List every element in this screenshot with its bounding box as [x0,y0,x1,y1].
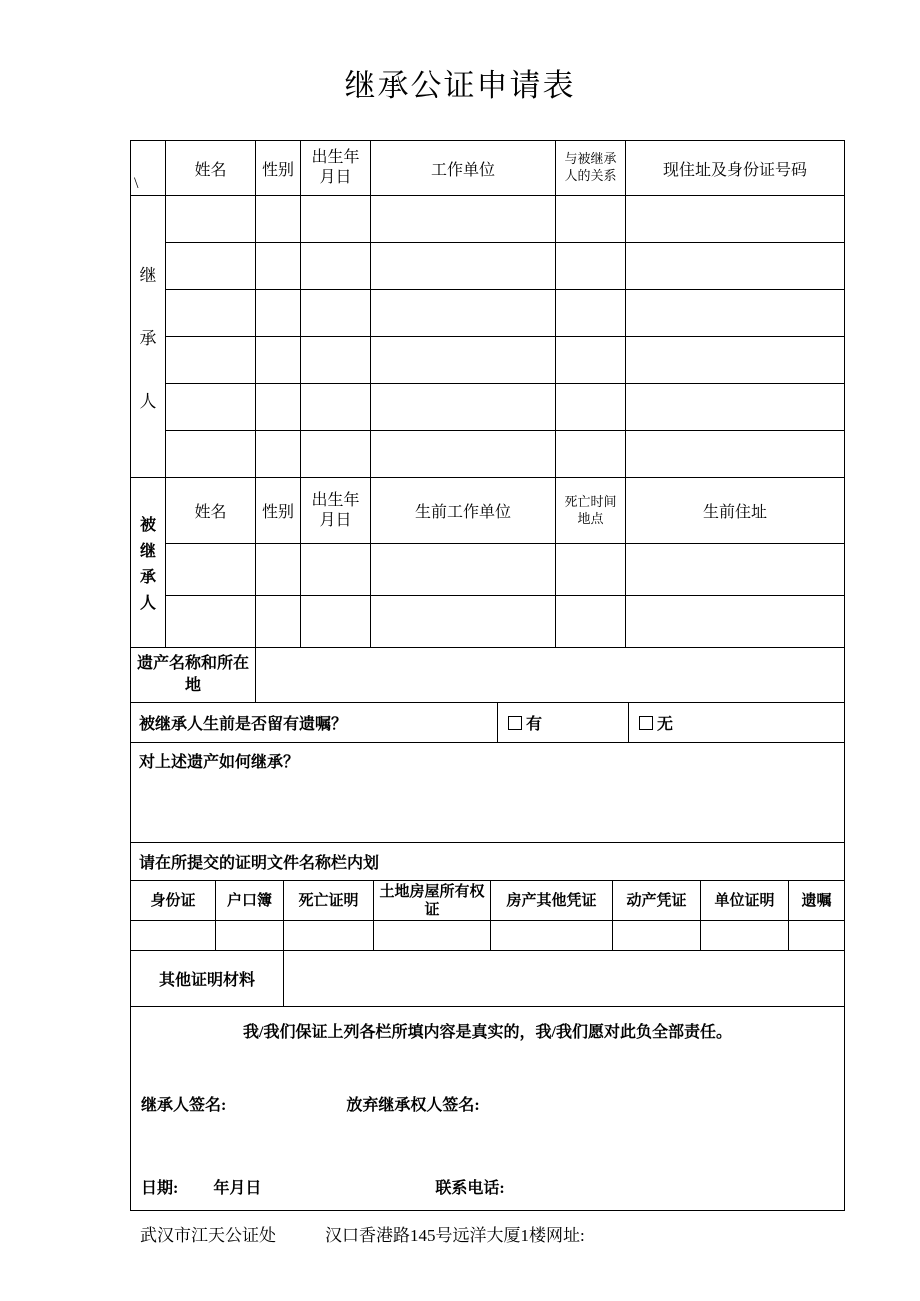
heir-birth-cell[interactable] [301,196,371,243]
doc-type-movable-property: 动产凭证 [613,881,701,921]
decedent-row-label: 被 继 承 人 [131,478,166,648]
document-types-row [131,881,845,921]
heir-work-cell[interactable] [371,384,556,431]
decedent-death-cell[interactable] [556,596,626,648]
estate-row [131,648,845,703]
decedent-name-cell[interactable] [166,596,256,648]
heir-name-cell[interactable] [166,431,256,478]
heir-table-row [166,431,845,478]
heir-gender-cell[interactable] [256,337,301,384]
heir-address-cell[interactable] [626,431,845,478]
declaration-cell[interactable] [131,1007,845,1211]
heir-birth-cell[interactable] [301,337,371,384]
heir-relation-cell[interactable] [556,431,626,478]
heir-name-cell[interactable] [166,243,256,290]
heir-section [131,141,845,478]
phone-label: 联系电话: [435,1180,505,1197]
notary-office-name: 武汉市江天公证处 [140,1226,276,1245]
decedent-table-row [166,596,845,648]
will-option-yes[interactable] [498,703,629,743]
heir-address-cell[interactable] [626,243,845,290]
waiver-signature-label: 放弃继承权人签名: [346,1097,480,1114]
heir-header-relation: 与被继承人的关系 [556,141,626,196]
heir-birth-cell[interactable] [301,290,371,337]
heir-relation-cell[interactable] [556,290,626,337]
doc-check-cell[interactable] [701,921,789,951]
decedent-address-cell[interactable] [626,544,845,596]
heir-address-cell[interactable] [626,196,845,243]
notary-office-address: 汉口香港路145号远洋大厦1楼网址: [325,1226,585,1245]
heir-row-label: 继 承 人 [131,196,166,478]
will-question-label: 被继承人生前是否留有遗嘱？ [131,703,498,743]
decedent-header-death-time-place: 死亡时间地点 [556,478,626,544]
heir-header-gender: 性别 [256,141,301,196]
inherit-answer-area[interactable] [131,743,845,843]
heir-gender-cell[interactable] [256,384,301,431]
doc-type-will: 遗嘱 [789,881,845,921]
other-materials-row [131,951,845,1007]
will-option-no[interactable] [629,703,845,743]
doc-check-cell[interactable] [789,921,845,951]
decedent-name-cell[interactable] [166,544,256,596]
decedent-birth-cell[interactable] [301,544,371,596]
page-footer [140,1221,585,1246]
application-form-table [130,140,845,1211]
doc-type-id-card: 身份证 [131,881,216,921]
other-materials-label: 其他证明材料 [131,951,284,1007]
heir-table-row [166,337,845,384]
document-check-row [131,921,845,951]
documents-instruction-label: 请在所提交的证明文件名称栏内划 [131,843,845,881]
decedent-table-row [166,544,845,596]
inherit-question-label: 对上述遗产如何继承？ [139,754,300,771]
doc-check-cell[interactable] [216,921,284,951]
decedent-header-name: 姓名 [166,478,256,544]
heir-birth-cell[interactable] [301,384,371,431]
heir-gender-cell[interactable] [256,196,301,243]
heir-work-cell[interactable] [371,431,556,478]
doc-check-cell[interactable] [613,921,701,951]
heir-birth-cell[interactable] [301,243,371,290]
heir-relation-cell[interactable] [556,337,626,384]
will-question-row [131,703,845,743]
heir-address-cell[interactable] [626,384,845,431]
decedent-section [131,478,845,648]
signature-line [131,1092,844,1115]
other-materials-value-cell[interactable] [284,951,845,1007]
date-phone-line [131,1175,844,1198]
doc-check-cell[interactable] [284,921,374,951]
decedent-work-cell[interactable] [371,596,556,648]
heir-gender-cell[interactable] [256,431,301,478]
heir-table-row [166,290,845,337]
heir-relation-cell[interactable] [556,243,626,290]
heir-header-birth: 出生年月日 [301,141,371,196]
decedent-address-cell[interactable] [626,596,845,648]
doc-type-other-real-estate: 房产其他凭证 [491,881,613,921]
heir-header-work-unit: 工作单位 [371,141,556,196]
corner-diagonal-mark: \ [131,141,166,196]
heir-name-cell[interactable] [166,337,256,384]
doc-check-cell[interactable] [491,921,613,951]
heir-birth-cell[interactable] [301,431,371,478]
heir-work-cell[interactable] [371,196,556,243]
heir-work-cell[interactable] [371,290,556,337]
doc-type-employer-certificate: 单位证明 [701,881,789,921]
heir-work-cell[interactable] [371,337,556,384]
checkbox-no-icon [639,716,653,730]
doc-type-death-certificate: 死亡证明 [284,881,374,921]
doc-type-household-register: 户口簿 [216,881,284,921]
documents-instruction-row [131,843,845,881]
decedent-death-cell[interactable] [556,544,626,596]
estate-value-cell[interactable] [256,648,845,703]
heir-gender-cell[interactable] [256,290,301,337]
doc-type-property-ownership: 土地房屋所有权证 [374,881,491,921]
decedent-birth-cell[interactable] [301,596,371,648]
will-no-label: 无 [657,716,674,733]
decedent-header-birth: 出生年月日 [301,478,371,544]
heir-table-row [166,384,845,431]
heir-header-address-id: 现住址及身份证号码 [626,141,845,196]
heir-signature-label: 继承人签名: [141,1097,227,1114]
declaration-row [131,1007,845,1211]
decedent-header-address: 生前住址 [626,478,845,544]
page-title: 继承公证申请表 [344,68,576,103]
date-label: 日期: [141,1180,179,1197]
heir-relation-cell[interactable] [556,384,626,431]
checkbox-yes-icon [508,716,522,730]
heir-gender-cell[interactable] [256,243,301,290]
will-yes-label: 有 [526,716,543,733]
heir-name-cell[interactable] [166,290,256,337]
heir-table-row [166,243,845,290]
decedent-header-work-unit: 生前工作单位 [371,478,556,544]
heir-address-cell[interactable] [626,290,845,337]
heir-address-cell[interactable] [626,337,845,384]
decedent-work-cell[interactable] [371,544,556,596]
doc-check-cell[interactable] [131,921,216,951]
heir-name-cell[interactable] [166,196,256,243]
decedent-header-gender: 性别 [256,478,301,544]
decedent-gender-cell[interactable] [256,544,301,596]
declaration-statement: 我/我们保证上列各栏所填内容是真实的，我/我们愿对此负全部责任。 [243,1024,732,1041]
heir-name-cell[interactable] [166,384,256,431]
date-format-placeholder: 年月日 [213,1180,262,1197]
heir-header-name: 姓名 [166,141,256,196]
heir-relation-cell[interactable] [556,196,626,243]
decedent-gender-cell[interactable] [256,596,301,648]
heir-work-cell[interactable] [371,243,556,290]
inherit-question-row [131,743,845,843]
doc-check-cell[interactable] [374,921,491,951]
estate-label: 遗产名称和所在地 [131,648,256,703]
heir-table-row [166,196,845,243]
